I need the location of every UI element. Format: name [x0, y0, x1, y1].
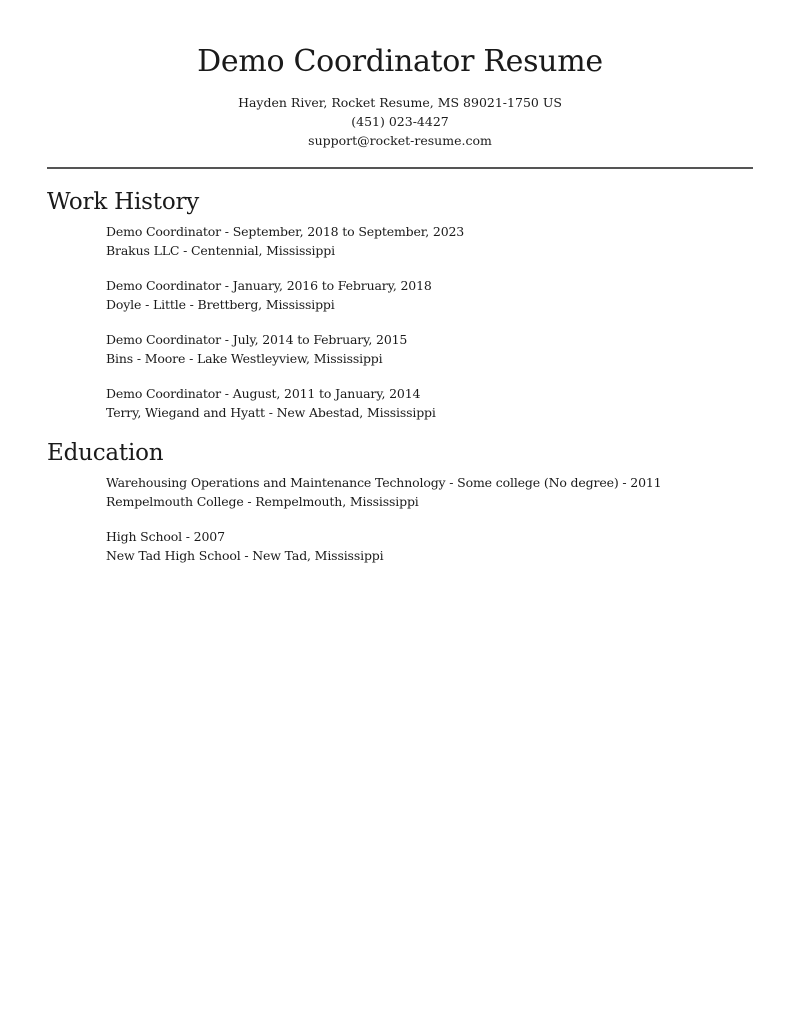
contact-address: Hayden River, Rocket Resume, MS 89021-1750 US [238, 95, 562, 110]
contact-info [0, 93, 800, 150]
education-entry-school: Rempelmouth College - Rempelmouth, Mississippi [106, 494, 419, 509]
education-entry [106, 527, 753, 565]
work-entry-employer: Brakus LLC - Centennial, Mississippi [106, 243, 335, 258]
work-entry-employer: Doyle - Little - Brettberg, Mississippi [106, 297, 335, 312]
work-entry-title: Demo Coordinator - September, 2018 to September, 2023 [106, 224, 465, 239]
header-divider [47, 167, 753, 169]
work-entry [106, 276, 753, 314]
work-entry-title: Demo Coordinator - July, 2014 to February, 2015 [106, 332, 408, 347]
contact-email: support@rocket-resume.com [308, 133, 492, 148]
work-entry-title: Demo Coordinator - August, 2011 to January, 2014 [106, 386, 421, 401]
education-section [47, 438, 753, 565]
section-heading-work-history: Work History [47, 189, 200, 215]
education-entry [106, 473, 753, 511]
work-history-section [47, 187, 753, 422]
section-heading-education: Education [47, 440, 164, 466]
education-entry-school: New Tad High School - New Tad, Mississippi [106, 548, 384, 563]
work-entry-title: Demo Coordinator - January, 2016 to February, 2018 [106, 278, 432, 293]
work-entry [106, 384, 753, 422]
education-entry-degree: Warehousing Operations and Maintenance Technology - Some college (No degree) - 2011 [106, 475, 662, 490]
resume-title: Demo Coordinator Resume [197, 44, 603, 79]
work-entry-employer: Bins - Moore - Lake Westleyview, Mississippi [106, 351, 383, 366]
education-entry-degree: High School - 2007 [106, 529, 225, 544]
work-entry [106, 330, 753, 368]
contact-phone: (451) 023-4427 [351, 114, 449, 129]
work-entry-employer: Terry, Wiegand and Hyatt - New Abestad, Mississippi [106, 405, 436, 420]
work-entry [106, 222, 753, 260]
